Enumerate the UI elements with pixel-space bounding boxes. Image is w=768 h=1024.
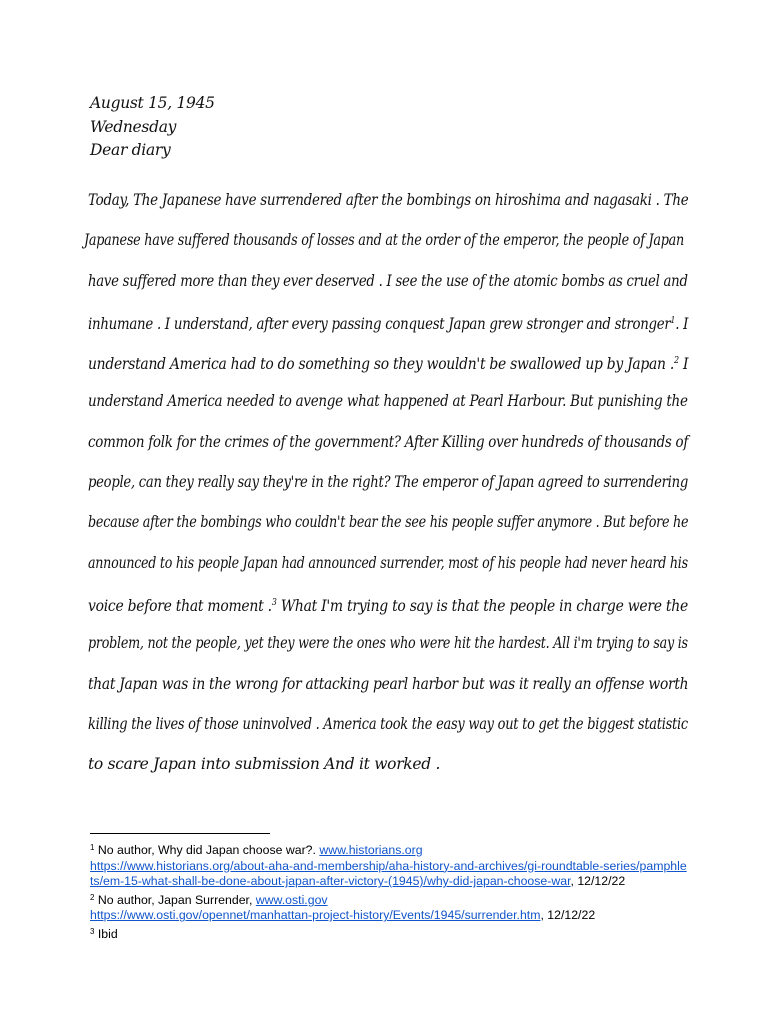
footnote-marker: 1 [670,315,676,326]
body-line: Japanese have suffered thousands of losses and at the order of the emperor, the people of Japan [84,231,685,250]
footnote-link[interactable]: www.historians.org [319,843,423,857]
footnote-number: 3 [90,926,95,936]
diary-date: August 15, 1945 [90,94,215,112]
body-line: common folk for the crimes of the government? After Killing over hundreds of thousands of [88,432,689,451]
body-line: understand America had to do something so they wouldn't be swallowed up by Japan .$^2$ I [88,355,689,374]
body-line: have suffered more than they ever deserved . I see the use of the atomic bombs as cruel and [88,271,688,290]
footnotes [90,840,690,943]
footnote-link[interactable]: www.osti.gov [255,892,328,907]
body-line: killing the lives of those uninvolved . America took the easy way out to get the biggest statistic [88,714,688,733]
footnote-number: 2 [90,892,95,902]
footnote-marker: 3 [271,597,277,608]
body-line: people, can they really say they're in the right? The emperor of Japan agreed to surrendering [88,473,688,492]
diary-heading [90,92,215,163]
diary-weekday: Wednesday [90,117,177,136]
footnote-url[interactable]: https://www.osti.gov/opennet/manhattan-project-history/Events/1945/surrender.htm [90,908,541,923]
footnote-url[interactable]: https://www.historians.org/about-aha-and-membership/aha-history-and-archives/gi-roundtable-series/pamphlets/em-15-what-shall-be-done-about-japan-after-victory-(1945)/why-did-japan-choose-war [90,858,687,889]
body-line: because after the bombings who couldn't bear the see his people suffer anymore . But before he [88,513,689,532]
footnote-marker: 2 [673,356,679,367]
footnote-2: $^2$ No author, Japan Surrender, www.osti.gov https://www.osti.gov/opennet/manhattan-project-history/Events/1945/surrender.htm, 12/12/22 [90,892,596,923]
footnote-3: $^3$ Ibid [90,926,118,941]
diary-entry [84,180,689,784]
body-line: announced to his people Japan had announced surrender, most of his people had never heard his [88,553,688,572]
body-line: voice before that moment .$^3$ What I'm trying to say is that the people in charge were the [88,596,688,615]
body-line: understand America needed to avenge what happened at Pearl Harbour. But punishing the [88,392,688,411]
body-line: to scare Japan into submission And it worked . [88,755,441,774]
body-line: inhumane . I understand, after every passing conquest Japan grew stronger and stronger$^1$. I [88,314,689,333]
body-line: Today, The Japanese have surrendered after the bombings on hiroshima and nagasaki . The [88,191,689,209]
body-line: that Japan was in the wrong for attacking pearl harbor but was it really an offense worth [88,674,689,693]
footnote-separator [90,833,270,834]
diary-greeting: Dear diary [90,141,171,159]
body-line: problem, not the people, yet they were the ones who were hit the hardest. All i'm trying to say is [88,634,688,653]
footnote-1: $^1$ No author, Why did Japan choose war?. www.historians.org https://www.historians.org/about-aha-and-membership/aha-history-and-archives/gi-roundtable-series/pamphlets/em-15-what-shall-be-done-about-japan-after-victory-(1945)/why-did-japan-choose-war, 12/12/22 [90,843,687,889]
footnote-number: 1 [90,843,95,852]
